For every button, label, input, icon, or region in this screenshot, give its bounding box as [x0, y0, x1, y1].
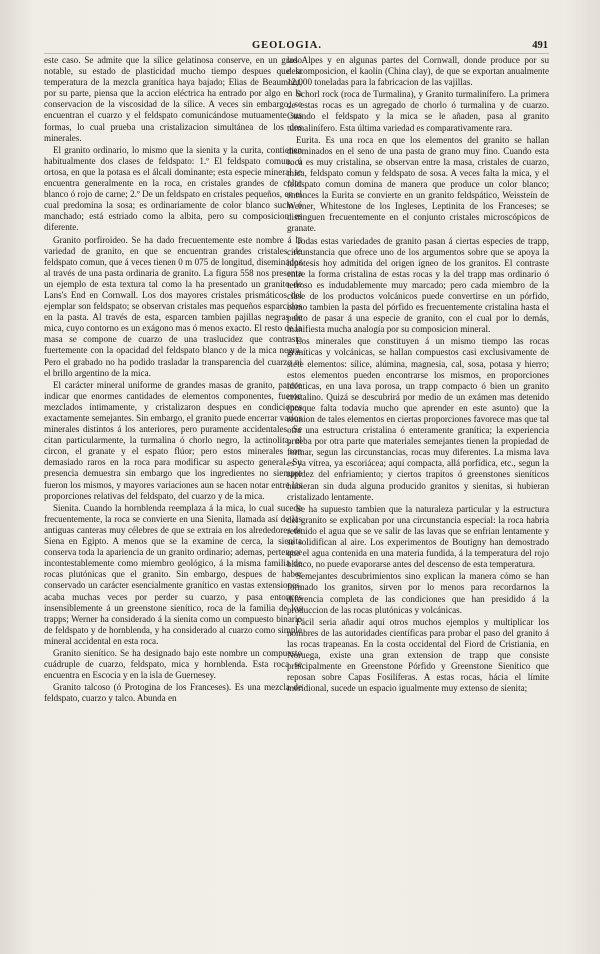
paragraph: Eurita. Es una roca en que los elementos del granito se hallan diseminados en el seno de una pasta de grano muy fino. Cuando esta roca es muy cristalina, se observan entre la masa, cristales de cuarzo, mica, feldspato comun y feldspato de sosa. A veces falta la mica, y el feldspato comun domina de manera que produce un color blanco; entonces la Eurita se convierte en un granito feldspático, Weissteín de Werner, Whitestone de los Ingleses, Leptinita de los Franceses; se distinguen frecuentemente en el conjunto cristales microscópicos de granate.: [287, 134, 549, 234]
page-number: 491: [532, 40, 548, 51]
paragraph: este caso. Se admite que la sílice gelatinosa conserve, en un grado notable, su estado de plasticidad mucho tiempo despues que la temperatura de la mezcla granítica haya bajado; Elias de Beaumont, por su parte, piensa que la accion eléctrica ha entrado por algo en la conservacion de la viscosidad de la sílice. A veces sin embargo, se encuentran el cuarzo y el feldspato comunicándose mutuamente sus formas, lo cual prueba una cristalizacion simultánea de los dos minerales.: [44, 55, 302, 143]
paragraph: Granito talcoso (ó Protogina de los Franceses). Es una mezcla de feldspato, cuarzo y talco. Abunda en: [44, 682, 302, 704]
running-title: GEOLOGIA.: [252, 40, 322, 51]
paragraph: Se ha supuesto tambien que la naturaleza particular y la estructura del granito se explicaban por una circunstancia especial: la roca habria retenido el agua que se ve salir de las lavas que se enfrian lentamente y se solidifican al aire. Los experimentos de Boutigny han demostrado que el agua contenida en una materia fundida, á la temperatura del rojo blanco, no puede evaporarse antes del descenso de esta temperatura.: [287, 503, 549, 570]
paragraph: Fácil seria añadir aquí otros muchos ejemplos y multiplicar los nombres de las autoridades científicas para probar el paso del granito á las rocas trapeanas. En la costa occidental del Fiord de Cristiania, en Noruega, existe una gran extension de trapp que consiste principalmente en Greenstone Pórfido y Greenstone Sienítico que reposan sobre Capas Fosilíferas. A estas rocas, hácia el límite meridional, sucede un espacio igualmente muy extenso de sienita;: [287, 616, 549, 694]
paragraph: Granito sienítico. Se ha designado bajo este nombre un compuesto cuádruple de cuarzo, feldspato, mica y hornblenda. Esta roca se encuentra en Escocia y en la isla de Guernesey.: [44, 647, 302, 681]
paragraph: Granito porfiroideo. Se ha dado frecuentemente este nombre á la variedad de granito, en que se encuentran grandes cristales de feldspato comun, que á veces tienen 0 m 075 de longitud, diseminados al través de una pasta ordinaria de granito. La figura 558 nos presenta un ejemplo de esta textura tal como la ha presentado un granito de Lans's End en Cornwall. Los dos mayores cristales prismáticos del ejemplar son feldspato; se observan cristales mas pequeños esparcidos en la pasta. Al través de esta, esparcen tambien pajillas negras de mica, cuyo contorno es un exágono mas ó menos exacto. El resto de la masa se compone de cuarzo de una traslucidez que contrasta fuertemente con la opacidad del feldspato blanco y de la mica negra. Pero el grabado no ha podido trasladar la transparencia del cuarzo ni el brillo argentino de la mica.: [44, 234, 302, 378]
right-column: [287, 55, 549, 935]
paragraph: Semejantes descubrimientos sino explican la manera cómo se han formado los granitos, sirven por lo menos para recordarnos la diferencia completa de las condiciones que han presidido á la produccion de las rocas plutónicas y volcánicas.: [287, 571, 549, 615]
paragraph: Los minerales que constituyen á un mismo tiempo las rocas graníticas y volcánicas, se hallan compuestos casi exclusivamente de siete elementos: sílice, alúmina, magnesia, cal, sosa, potasa y hierro; estos elementos pueden encontrarse los mismos, en proporciones idénticas, en una lava porosa, un trapp compacto ó bien un granito cristalino. Quizá se descubrirá por medio de un exámen mas detenido (porque falta todavía mucho que aprender en este asunto) que la reunion de tales elementos en ciertas proporciones favorece mas que tal otra una estructura cristalina ó enteramente granítica; la experiencia prueba por otra parte que materiales semejantes tienen la propiedad de formar, segun las circunstancias, rocas muy diferentes. La misma lava es ya vítrea, ya escoriácea; aquí compacta, allá porfídica, etc., segun la rapidez del enfriamiento; y ciertos trapitos ó greenstones sieníticos hubieran sin duda alguna producido granitos y sienitas, si hubieran cristalizado lentamente.: [287, 336, 549, 502]
left-column: [44, 55, 302, 935]
header-rule: [44, 53, 549, 54]
paragraph: Sienita. Cuando la hornblenda reemplaza á la mica, lo cual sucede frecuentemente, la roca se convierte en una Sienita, llamada así de las antiguas canteras muy célebres de que se extraia en los alrededores de Siena en Egipto. A menos que se la examine de cerca, la sienita conserva toda la apariencia de un granito ordinario; ademas, pertenece incontestablemente como miembro geológico, á la misma familia de rocas plutónicas que el granito. Sin embargo, despues de haber conservado un carácter esencialmente granítico en vastas extensiones, acaba muchas veces por perder su cuarzo, y pasa entonces insensiblemente á un greenstone sienítico, roca de la familia de los trapps; Werner ha considerado á la sienita como un compuesto binario de feldspato y de hornblenda, y ha considerado al cuarzo como simple mineral accidental en esta roca.: [44, 502, 302, 646]
paragraph: El granito ordinario, lo mismo que la sienita y la curita, contienen habitualmente dos clases de feldspato: 1.º El feldspato comun, ú ortosa, en que la potasa es el álcali dominante; esta especie mineral se encuentra generalmente en la roca, en cristales grandes de color blanco ó rojo de carne; 2.º De un feldspato en cristales pequeños, en el cual predomina la sosa; es ordinariamente de color blanco sucio ó manchado; está estriado como la albita, pero su composicion es diferente.: [44, 144, 302, 233]
paragraph: los Alpes y en algunas partes del Cornwall, donde produce por su descomposicion, el kaolin (China clay), de que se exportan anualmente 12,000 toneladas para la fabricacion de las vajillas.: [287, 55, 549, 88]
paragraph: El carácter mineral uniforme de grandes masas de granito, parece indicar que enormes cantidades de elementos componentes, fueron mezclados íntimamente, y cristalizaron despues en condiciones exactamente semejantes. Sin embargo, el granito puede encerrar varios minerales distintos á los anteriores, pero puramente accidentales. Se citan particularmente, la turmalina ó chorlo negro, la actinolita, el circon, el granate y el espato flúor; pero estos minerales son demasiado raros en la roca para modificar su aspecto general. Su presencia demuestra sin embargo que los ingredientes no siempre fueron los mismos, y mayores variaciones aun se hacen notar entre las proporciones relativas del feldspato, del cuarzo y de la mica.: [44, 379, 302, 501]
paragraph: Todas estas variedades de granito pasan á ciertas especies de trapp, circunstancia que ofrece uno de los argumentos sobre que se apoya la hipótesis hoy admitida del origen ígneo de los granitos. El contraste entre la forma cristalina de estas rocas y la del trapp mas ordinario ó terroso es indudablemente muy marcado; pero cada miembro de la clase de los productos volcánicos puede convertirse en un pórfido, como tambien la pasta del pórfido es frecuentemente cristalina hasta el punto de pasar á una especie de granito, con el cual por lo demás, manifiesta mucha analogía por su composicion mineral.: [287, 235, 549, 335]
paragraph: Schorl rock (roca de Turmalina), y Granito turmalinífero. La primera de estas rocas es un agregado de chorlo ó turmalina y de cuarzo. Cuando el feldspato y la mica se le añaden, pasa al granito turmalinífero. Esta última variedad es comparativamente rara.: [287, 89, 549, 133]
